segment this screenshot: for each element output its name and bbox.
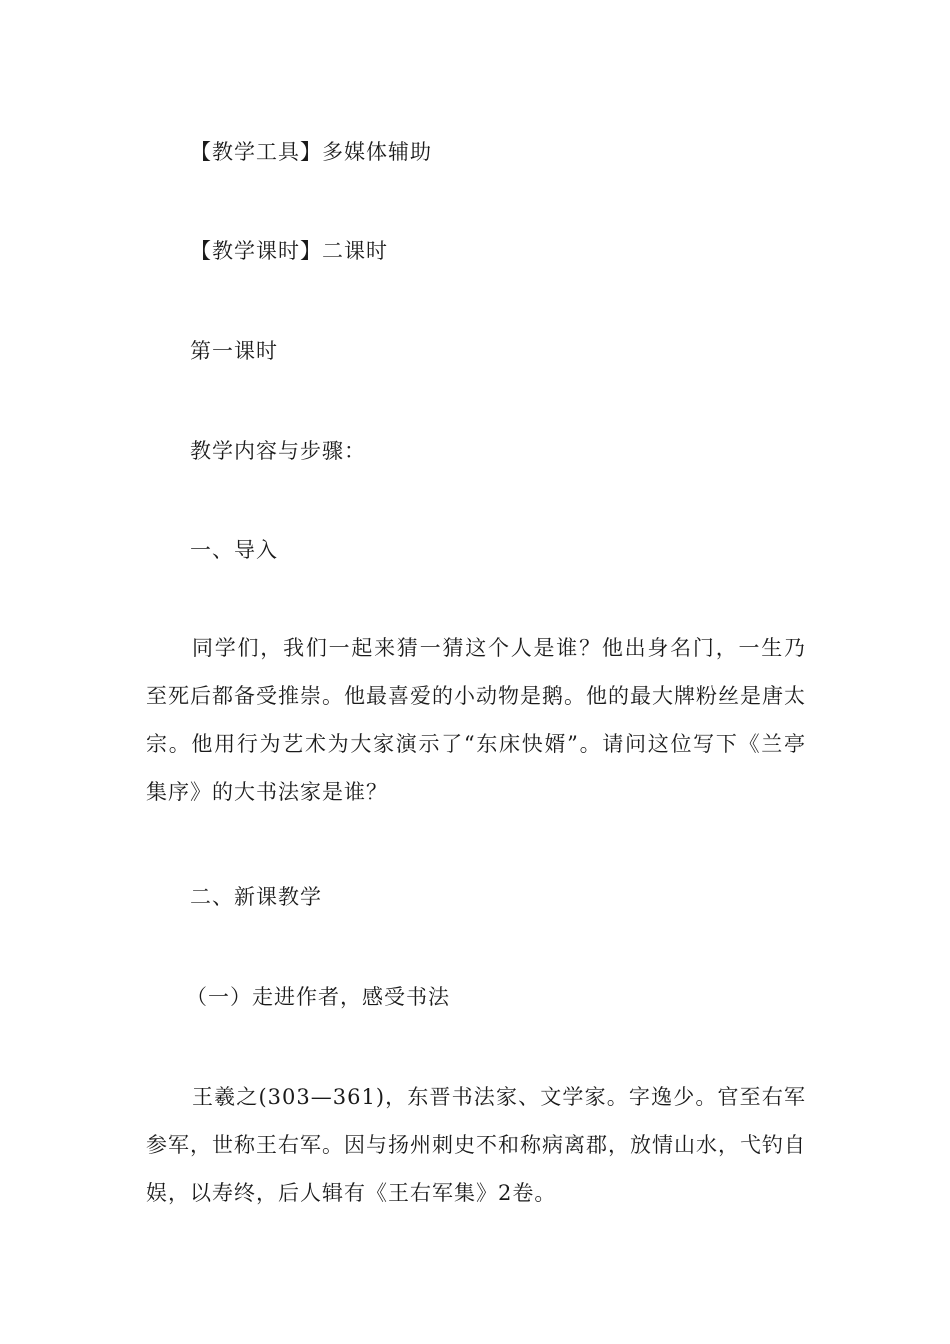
section-new-heading: 二、新课教学 bbox=[190, 885, 322, 909]
content-steps-heading: 教学内容与步骤： bbox=[190, 439, 366, 463]
section-intro-heading: 一、导入 bbox=[190, 538, 278, 562]
subsection-author-heading: （一）走进作者，感受书法 bbox=[186, 985, 450, 1009]
intro-paragraph: 同学们，我们一起来猜一猜这个人是谁？他出身名门，一生乃至死后都备受推崇。他最喜爱的小动物是鹅。他的最大牌粉丝是唐太宗。他用行为艺术为大家演示了“东床快婿”。请问这位写下《兰亭集序》的大书法家是谁？ bbox=[146, 636, 806, 804]
teaching-hours-line: 【教学课时】二课时 bbox=[190, 239, 388, 263]
teaching-tools-line: 【教学工具】多媒体辅助 bbox=[190, 140, 432, 164]
lesson-one-heading: 第一课时 bbox=[190, 339, 278, 363]
author-paragraph: 王羲之(303—361)，东晋书法家、文学家。字逸少。官至右军参军，世称王右军。因与扬州刺史不和称病离郡，放情山水，弋钓自娱，以寿终，后人辑有《王右军集》2卷。 bbox=[146, 1085, 806, 1205]
